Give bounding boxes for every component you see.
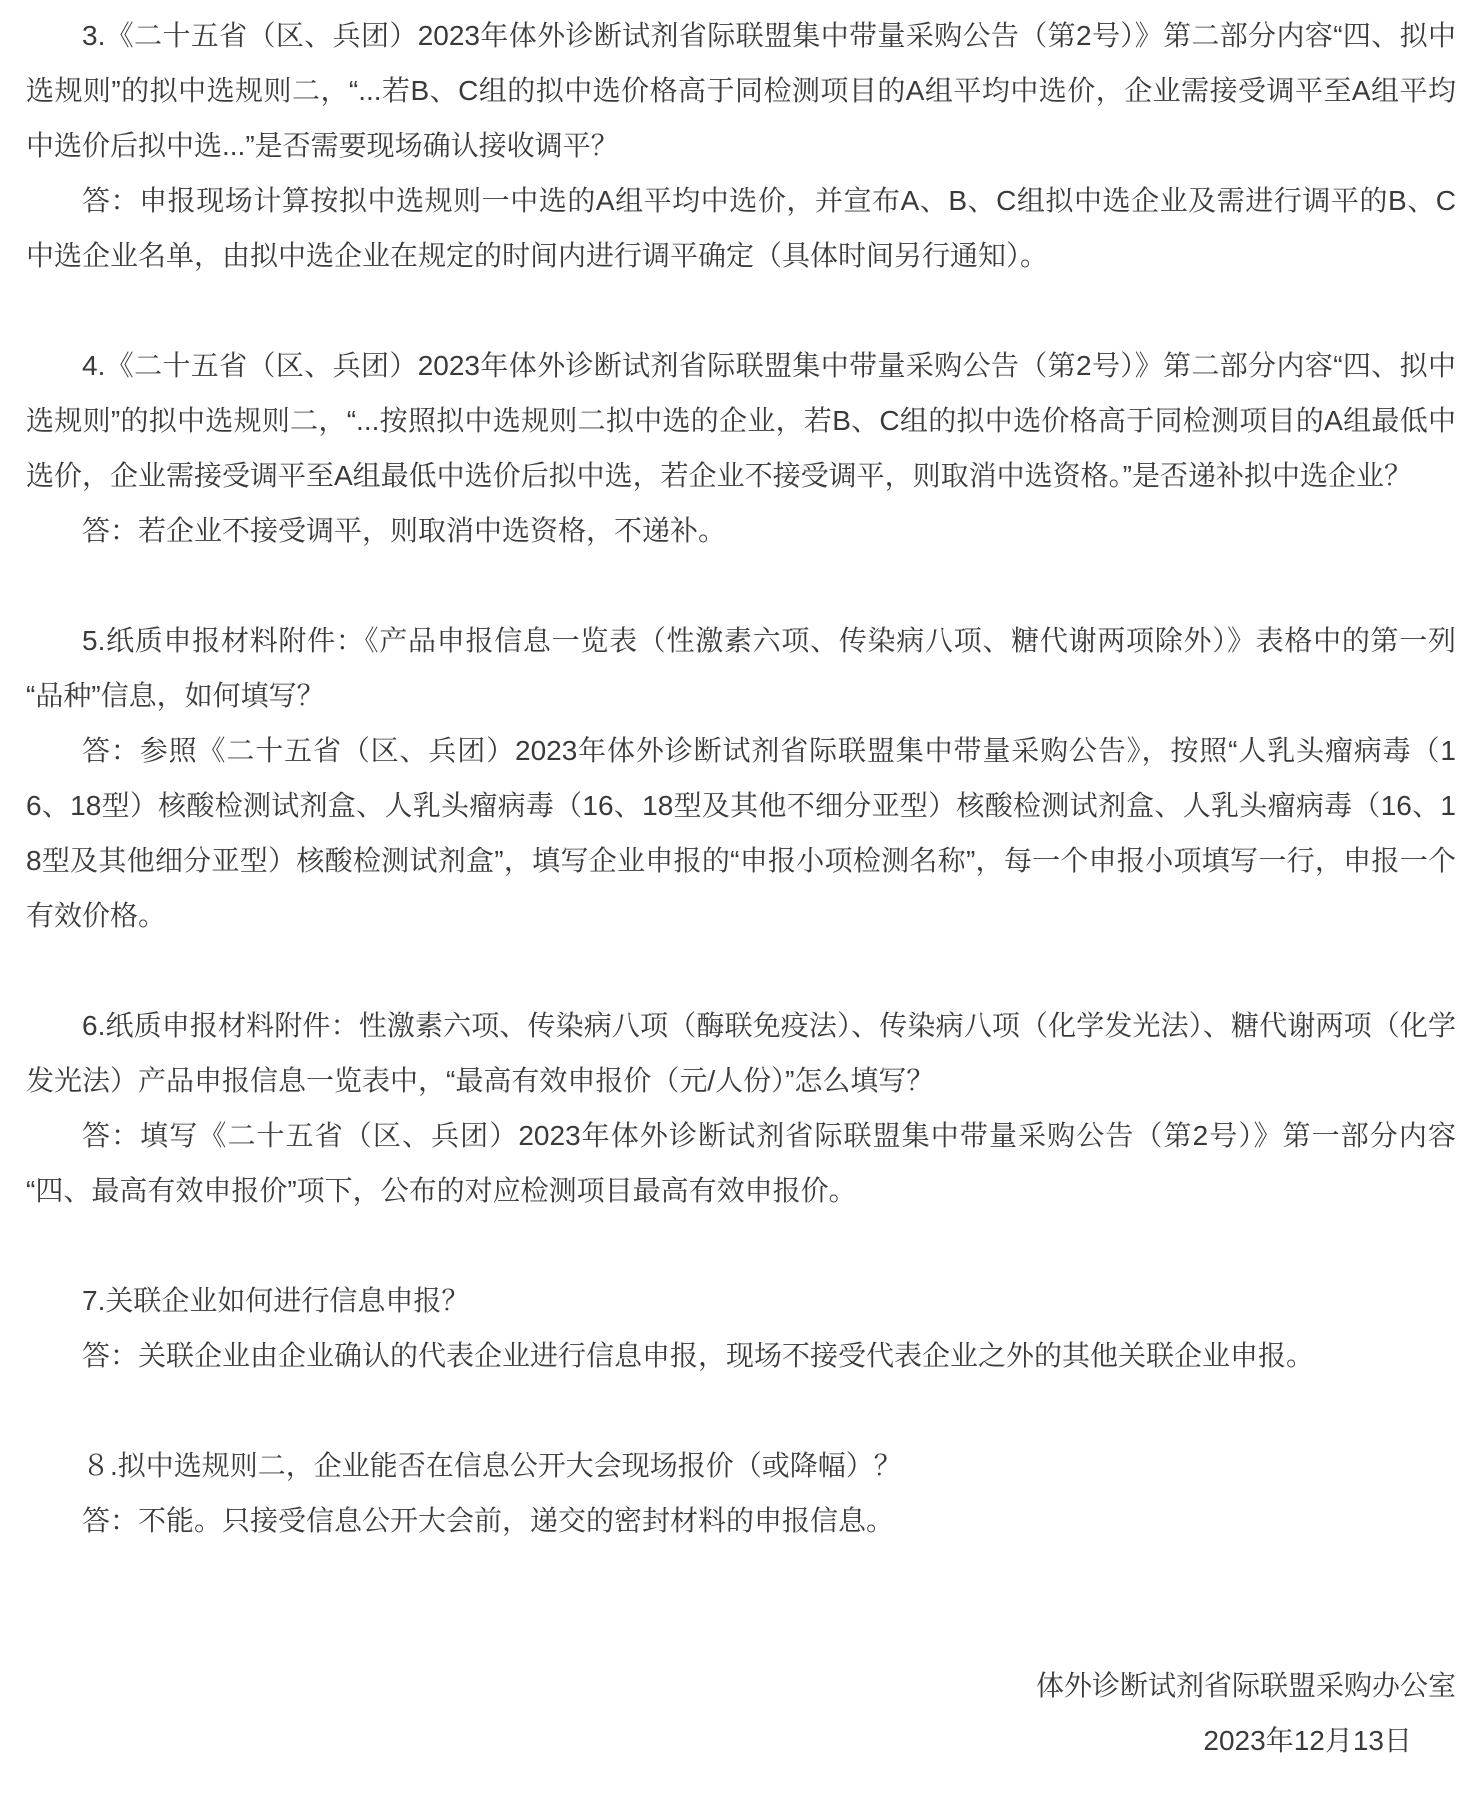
answer-5: 答：参照《二十五省（区、兵团）2023年体外诊断试剂省际联盟集中带量采购公告》，按照“人乳头瘤病毒（16、18型）核酸检测试剂盒、人乳头瘤病毒（16、18型及其他不细分亚型）核酸检测试剂盒、人乳头瘤病毒（16、18型及其他细分亚型）核酸检测试剂盒”，填写企业申报的“申报小项检测名称”，每一个申报小项填写一行，申报一个有效价格。 [26, 735, 1456, 931]
question-4: 4.《二十五省（区、兵团）2023年体外诊断试剂省际联盟集中带量采购公告（第2号）》第二部分内容“四、拟中选规则”的拟中选规则二，“...按照拟中选规则二拟中选的企业，若B、C组的拟中选价格高于同检测项目的A组最低中选价，企业需接受调平至A组最低中选价后拟中选，若企业不接受调平，则取消中选资格。”是否递补拟中选企业？ [26, 350, 1456, 491]
signature: 体外诊断试剂省际联盟采购办公室 [1035, 1670, 1456, 1701]
paragraph-spacer [26, 1548, 1456, 1603]
question-3: 3.《二十五省（区、兵团）2023年体外诊断试剂省际联盟集中带量采购公告（第2号）》第二部分内容“四、拟中选规则”的拟中选规则二，“...若B、C组的拟中选价格高于同检测项目的A组平均中选价，企业需接受调平至A组平均中选价后拟中选...”是否需要现场确认接收调平？ [26, 20, 1456, 161]
answer-6: 答：填写《二十五省（区、兵团）2023年体外诊断试剂省际联盟集中带量采购公告（第2号）》第一部分内容“四、最高有效申报价”项下，公布的对应检测项目最高有效申报价。 [26, 1120, 1456, 1206]
paragraph-spacer [26, 1383, 1456, 1438]
question-5: 5.纸质申报材料附件：《产品申报信息一览表（性激素六项、传染病八项、糖代谢两项除外）》表格中的第一列“品种”信息，如何填写？ [26, 625, 1456, 711]
answer-8: 答：不能。只接受信息公开大会前，递交的密封材料的申报信息。 [82, 1505, 895, 1536]
paragraph-spacer [26, 283, 1456, 338]
question-6: 6.纸质申报材料附件：性激素六项、传染病八项（酶联免疫法）、传染病八项（化学发光法）、糖代谢两项（化学发光法）产品申报信息一览表中，“最高有效申报价（元/人份）”怎么填写？ [26, 1010, 1456, 1096]
paragraph-spacer [26, 1218, 1456, 1273]
question-8: ８.拟中选规则二，企业能否在信息公开大会现场报价（或降幅）？ [82, 1450, 902, 1481]
paragraph-spacer [26, 558, 1456, 613]
paragraph-spacer [26, 1603, 1456, 1658]
answer-7: 答：关联企业由企业确认的代表企业进行信息申报，现场不接受代表企业之外的其他关联企业申报。 [82, 1340, 1315, 1371]
question-7: 7.关联企业如何进行信息申报？ [82, 1285, 470, 1316]
answer-4: 答：若企业不接受调平，则取消中选资格，不递补。 [82, 515, 727, 546]
answer-3: 答：申报现场计算按拟中选规则一中选的A组平均中选价，并宣布A、B、C组拟中选企业及需进行调平的B、C中选企业名单，由拟中选企业在规定的时间内进行调平确定（具体时间另行通知）。 [26, 185, 1456, 271]
paragraph-spacer [26, 943, 1456, 998]
document-date: 2023年12月13日 [1203, 1725, 1412, 1756]
